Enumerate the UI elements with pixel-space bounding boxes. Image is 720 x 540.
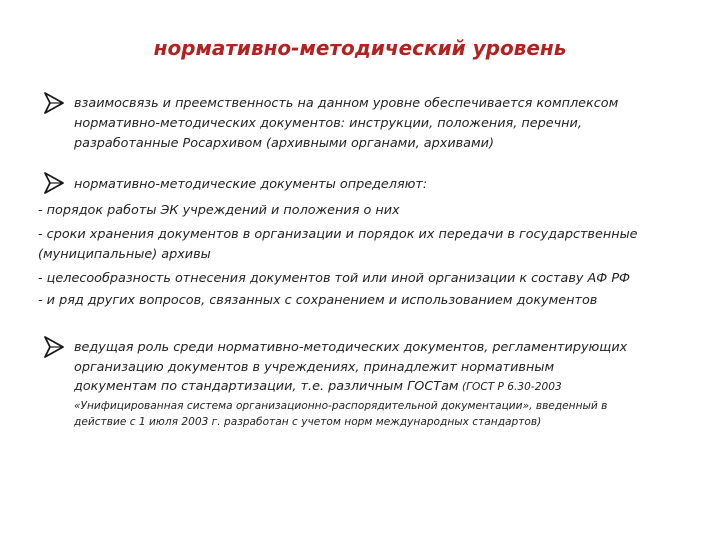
bullet-3-line-3: [74, 377, 562, 397]
dash-line-5: - и ряд других вопросов, связанных с сохранением и использованием документов: [38, 293, 598, 308]
bullet-3-line-2: организацию документов в учреждениях, принадлежит нормативным: [74, 360, 555, 375]
bullet-2-line-1: нормативно-методические документы определяют:: [74, 177, 428, 192]
arrow-bullet-icon: [44, 92, 64, 114]
bullet-1-line-2: нормативно-методических документов: инструкции, положения, перечни,: [74, 116, 582, 131]
dash-line-2: - сроки хранения документов в организации и порядок их передачи в государственные: [38, 227, 638, 242]
dash-line-4: - целесообразность отнесения документов той или иной организации к составу АФ РФ: [38, 271, 631, 286]
arrow-bullet-icon: [44, 172, 64, 194]
bullet-3-line-1: ведущая роль среди нормативно-методических документов, регламентирующих: [74, 340, 628, 355]
arrow-bullet-icon: [44, 336, 64, 358]
dash-line-3: (муниципальные) архивы: [38, 247, 211, 262]
bullet-3-line-3-main: документам по стандартизации, т.е. различным ГОСТам: [74, 379, 459, 394]
bullet-1-line-1: взаимосвязь и преемственность на данном уровне обеспечивается комплексом: [74, 96, 619, 111]
dash-line-1: - порядок работы ЭК учреждений и положения о них: [38, 203, 400, 218]
bullet-1-line-3: разработанные Росархивом (архивными органами, архивами): [74, 136, 494, 151]
gost-note-line-1: «Унифицированная система организационно-распорядительной документации», введенный в: [74, 400, 608, 412]
page-title: нормативно-методический уровень: [153, 36, 567, 60]
gost-reference: (ГОСТ Р 6.30-2003: [458, 381, 562, 393]
gost-note-line-2: действие с 1 июля 2003 г. разработан с учетом норм международных стандартов): [74, 416, 542, 428]
